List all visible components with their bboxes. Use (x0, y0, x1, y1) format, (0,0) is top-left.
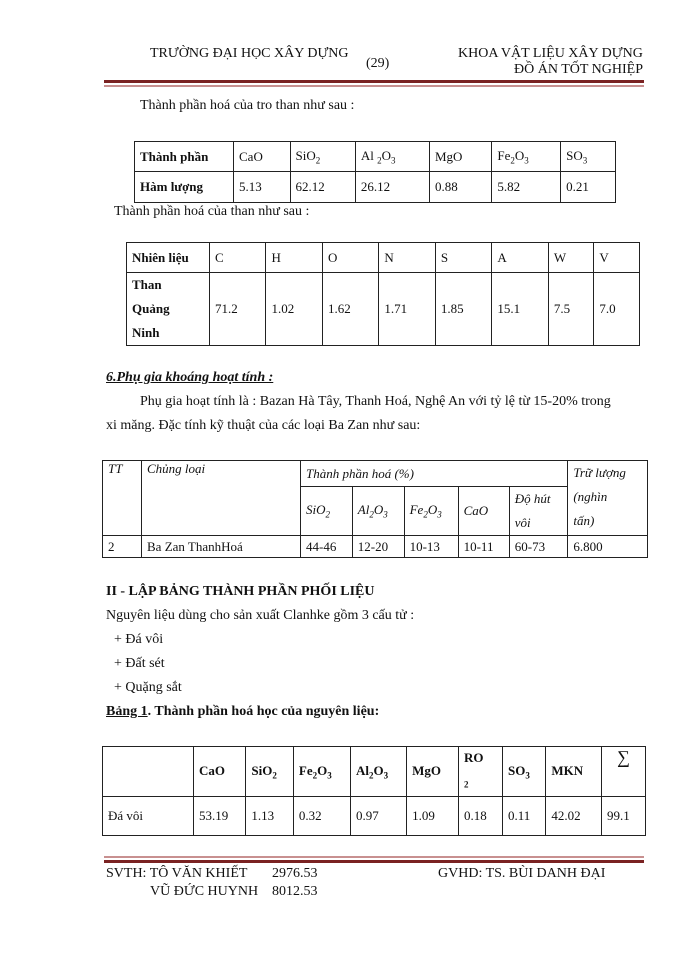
table1-col-mkn: MKN (546, 747, 602, 797)
table1-col-sum: ∑ (602, 747, 646, 797)
additive-heading: 6.Phụ gia khoáng hoạt tính : (106, 370, 274, 385)
ash-col-fe2o3: $Fe_2O_3$ (492, 142, 561, 172)
header-rule (104, 80, 644, 83)
section2-intro: Nguyên liệu dùng cho sản xuất Clanhke gồm 3 cấu tử : (106, 608, 415, 623)
table1-col-sio2: SiO$_2$ (246, 747, 293, 797)
table1-title (106, 700, 379, 724)
ash-value: 5.82 (492, 172, 561, 203)
table1-col-al2o3: $Al_2O_3$ (350, 747, 406, 797)
coal-value: 71.2 (210, 273, 266, 346)
basalt-value: 60-73 (509, 536, 568, 558)
footer-advisor: GVHD: TS. BÙI DANH ĐẠI (438, 866, 606, 881)
header-faculty: KHOA VẬT LIỆU XÂY DỰNG (458, 46, 643, 61)
coal-value: 1.02 (266, 273, 322, 346)
ash-value: 0.21 (561, 172, 616, 203)
footer-student2: VŨ ĐỨC HUYNH (150, 884, 259, 899)
footer-rule (104, 860, 644, 863)
table1-value: 0.32 (293, 796, 350, 835)
footer-student1: SVTH: TÔ VĂN KHIẾT (106, 866, 248, 881)
ash-intro: Thành phần hoá của tro than như sau : (140, 98, 355, 113)
table1-value: 0.11 (502, 796, 545, 835)
section2-heading: II - LẬP BẢNG THÀNH PHẦN PHỐI LIỆU (106, 584, 375, 599)
basalt-row-tt: 2 (103, 536, 142, 558)
ash-composition-table (134, 141, 616, 203)
header-project: ĐỒ ÁN TỐT NGHIỆP (514, 62, 643, 77)
coal-col: C (210, 243, 266, 273)
ash-header-label: Thành phần (135, 142, 234, 172)
basalt-col-tt: TT (103, 461, 142, 536)
header-rule-light (104, 85, 644, 87)
table1-col-mgo: MgO (407, 747, 459, 797)
footer-rule-light (104, 856, 644, 858)
ash-col-mgo: MgO (429, 142, 491, 172)
coal-col: W (548, 243, 594, 273)
ash-col-sio2: SiO$_2$ (290, 142, 355, 172)
basalt-sub-cao: CaO (458, 487, 509, 536)
table1-value: 1.09 (407, 796, 459, 835)
coal-col: H (266, 243, 322, 273)
footer-student1-id: 2976.53 (272, 866, 318, 881)
raw-material-composition-table (102, 746, 646, 836)
table1-empty-header (103, 747, 194, 797)
coal-value: 1.85 (435, 273, 491, 346)
coal-col: V (594, 243, 640, 273)
raw-material-item: + Quặng sắt (114, 680, 182, 695)
basalt-sub-fe2o3: $Fe_2O_3$ (404, 487, 458, 536)
basalt-value: 10-13 (404, 536, 458, 558)
ash-value: 62.12 (290, 172, 355, 203)
table1-title-label: Bảng 1 (106, 704, 148, 719)
table1-value: 0.18 (459, 796, 503, 835)
basalt-value: 44-46 (301, 536, 353, 558)
ash-value: 26.12 (355, 172, 429, 203)
table1-title-rest: . Thành phần hoá học của nguyên liệu: (147, 704, 380, 719)
basalt-col-chem: Thành phần hoá (%) (301, 461, 568, 487)
basalt-sub-sio2: SiO$_2$ (301, 487, 353, 536)
coal-value: 1.71 (379, 273, 435, 346)
header-university: TRƯỜNG ĐẠI HỌC XÂY DỰNG (150, 46, 349, 61)
coal-value: 7.0 (594, 273, 640, 346)
coal-header-label: Nhiên liệu (127, 243, 210, 273)
table1-value: 1.13 (246, 796, 293, 835)
table1-value: 99.1 (602, 796, 646, 835)
coal-composition-table (126, 242, 640, 346)
coal-fuel-name: Than Quảng Ninh (127, 273, 210, 346)
footer-student2-id: 8012.53 (272, 884, 318, 899)
coal-value: 15.1 (492, 273, 548, 346)
basalt-value: 10-11 (458, 536, 509, 558)
table1-col-ro2: RO $_2$ (459, 747, 503, 797)
coal-col: N (379, 243, 435, 273)
table1-col-so3: $SO_3$ (502, 747, 545, 797)
table1-value: 42.02 (546, 796, 602, 835)
ash-value: 0.88 (429, 172, 491, 203)
coal-value: 1.62 (322, 273, 378, 346)
table1-value: 53.19 (194, 796, 246, 835)
table1-row-label: Đá vôi (103, 796, 194, 835)
coal-col: O (322, 243, 378, 273)
table1-col-fe2o3: $Fe_2O_3$ (293, 747, 350, 797)
page-number: (29) (366, 56, 390, 71)
basalt-col-reserve: Trữ lượng (nghìn tấn) (568, 461, 648, 536)
basalt-col-type: Chủng loại (142, 461, 301, 536)
ash-col-so3: $SO_3$ (561, 142, 616, 172)
coal-col: S (435, 243, 491, 273)
ash-values-label: Hàm lượng (135, 172, 234, 203)
basalt-value: 6.800 (568, 536, 648, 558)
ash-value: 5.13 (234, 172, 291, 203)
additive-para-line2: xi măng. Đặc tính kỹ thuật của các loại Ba Zan như sau: (106, 418, 421, 433)
basalt-sub-al2o3: $Al_2O_3$ (352, 487, 404, 536)
ash-col-cao: CaO (234, 142, 291, 172)
basalt-table (102, 460, 648, 558)
basalt-value: 12-20 (352, 536, 404, 558)
table1-value: 0.97 (350, 796, 406, 835)
additive-para-line1: Phụ gia hoạt tính là : Bazan Hà Tây, Thanh Hoá, Nghệ An với tỷ lệ từ 15-20% trong (140, 394, 611, 409)
raw-material-item: + Đất sét (114, 656, 165, 671)
table1-col-cao: CaO (194, 747, 246, 797)
basalt-row-name: Ba Zan ThanhHoá (142, 536, 301, 558)
coal-col: A (492, 243, 548, 273)
basalt-sub-absorb: Độ hút vôi (509, 487, 568, 536)
raw-material-item: + Đá vôi (114, 632, 164, 647)
ash-col-al2o3: Al $_2O_3$ (355, 142, 429, 172)
coal-intro: Thành phần hoá của than như sau : (114, 204, 310, 219)
coal-value: 7.5 (548, 273, 594, 346)
